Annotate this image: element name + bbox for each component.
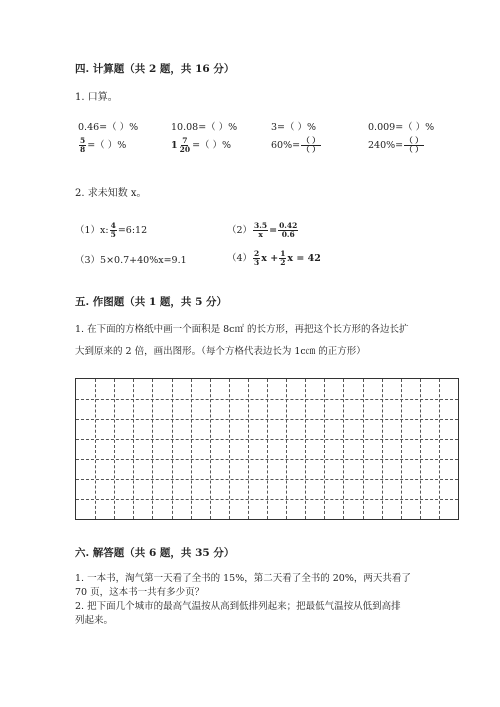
- grid-line-horizontal: [76, 439, 458, 440]
- oral-item-6: 1 $\frac{7}{20}$ =（ ）%: [171, 136, 232, 154]
- grid-line-horizontal: [76, 499, 458, 500]
- equation-4: （4） $\frac{2}{3}$ x + $\frac{1}{2}$ x = 42: [227, 249, 321, 267]
- grid-line-vertical: [324, 379, 325, 519]
- fraction: $\frac{1}{2}$: [280, 249, 286, 267]
- oral-item-8: 240%= $\frac{( )}{( )}$: [368, 136, 423, 154]
- grid-line-vertical: [114, 379, 115, 519]
- grid-line-vertical: [229, 379, 230, 519]
- grid-line-vertical: [343, 379, 344, 519]
- grid-line-vertical: [172, 379, 173, 519]
- fraction: $\frac{3.5}{x}$: [254, 221, 268, 239]
- fraction: $\frac{( )}{( )}$: [302, 136, 320, 154]
- grid-line-horizontal: [76, 459, 458, 460]
- section6-title: 六. 解答题（共 6 题，共 35 分）: [75, 547, 235, 559]
- equation-1: （1）x: $\frac{4}{5}$ =6:12: [75, 221, 148, 239]
- grid-line-horizontal: [76, 419, 458, 420]
- grid-line-vertical: [401, 379, 402, 519]
- oral-item-3: 3=（ ）%: [271, 122, 317, 133]
- fraction: $\frac{4}{5}$: [110, 221, 116, 239]
- oral-item-2: 10.08=（ ）%: [171, 122, 238, 133]
- fraction: $\frac{5}{8}$: [80, 136, 86, 154]
- grid-line-vertical: [95, 379, 96, 519]
- fraction: $\frac{7}{20}$: [179, 136, 191, 154]
- grid-line-vertical: [420, 379, 421, 519]
- grid-line-vertical: [191, 379, 192, 519]
- grid-line-vertical: [305, 379, 306, 519]
- s6-question-2-line-1: 2. 把下面几个城市的最高气温按从高到低排列起来；把最低气温按从低到高排: [75, 601, 401, 612]
- oral-item-5: $\frac{5}{8}$ =（ ）%: [80, 136, 127, 154]
- grid-line-vertical: [286, 379, 287, 519]
- s6-question-1-line-1: 1. 一本书，淘气第一天看了全书的 15%，第二天看了全书的 20%，两天共看了: [75, 573, 411, 584]
- oral-item-7: 60%= $\frac{( )}{( )}$: [271, 136, 320, 154]
- s6-question-1-line-2: 70 页，这本书一共有多少页？: [75, 587, 205, 598]
- oral-item-4: 0.009=（ ）%: [368, 122, 435, 133]
- equation-3: （3）5×0.7+40%x=9.1: [75, 255, 187, 266]
- grid-line-vertical: [133, 379, 134, 519]
- q2-label: 2. 求未知数 x。: [75, 188, 147, 199]
- grid-line-vertical: [267, 379, 268, 519]
- grid-line-vertical: [439, 379, 440, 519]
- grid-line-vertical: [382, 379, 383, 519]
- grid-line-horizontal: [76, 479, 458, 480]
- fraction: $\frac{2}{3}$: [254, 249, 260, 267]
- s5-question-line-2: 大到原来的 2 倍，画出图形。（每个方格代表边长为 1c㎝ 的正方形）: [75, 346, 366, 357]
- grid-line-vertical: [248, 379, 249, 519]
- section4-title: 四. 计算题（共 2 题，共 16 分）: [75, 63, 235, 75]
- square-grid-paper[interactable]: [75, 378, 459, 520]
- oral-item-1: 0.46=（ ）%: [78, 122, 139, 133]
- section5-title: 五. 作图题（共 1 题，共 5 分）: [75, 296, 228, 308]
- q1-label: 1. 口算。: [75, 92, 118, 103]
- s5-question-line-1: 1. 在下面的方格纸中画一个面积是 8c㎡ 的长方形，再把这个长方形的各边长扩: [75, 324, 409, 335]
- grid-line-vertical: [152, 379, 153, 519]
- equation-2: （2） $\frac{3.5}{x}$ = $\frac{0.42}{0.6}$: [227, 221, 298, 239]
- grid-line-horizontal: [76, 399, 458, 400]
- grid-line-vertical: [363, 379, 364, 519]
- grid-line-vertical: [210, 379, 211, 519]
- s6-question-2-line-2: 列起来。: [75, 615, 114, 626]
- fraction: $\frac{0.42}{0.6}$: [279, 221, 298, 239]
- fraction: $\frac{( )}{( )}$: [405, 136, 423, 154]
